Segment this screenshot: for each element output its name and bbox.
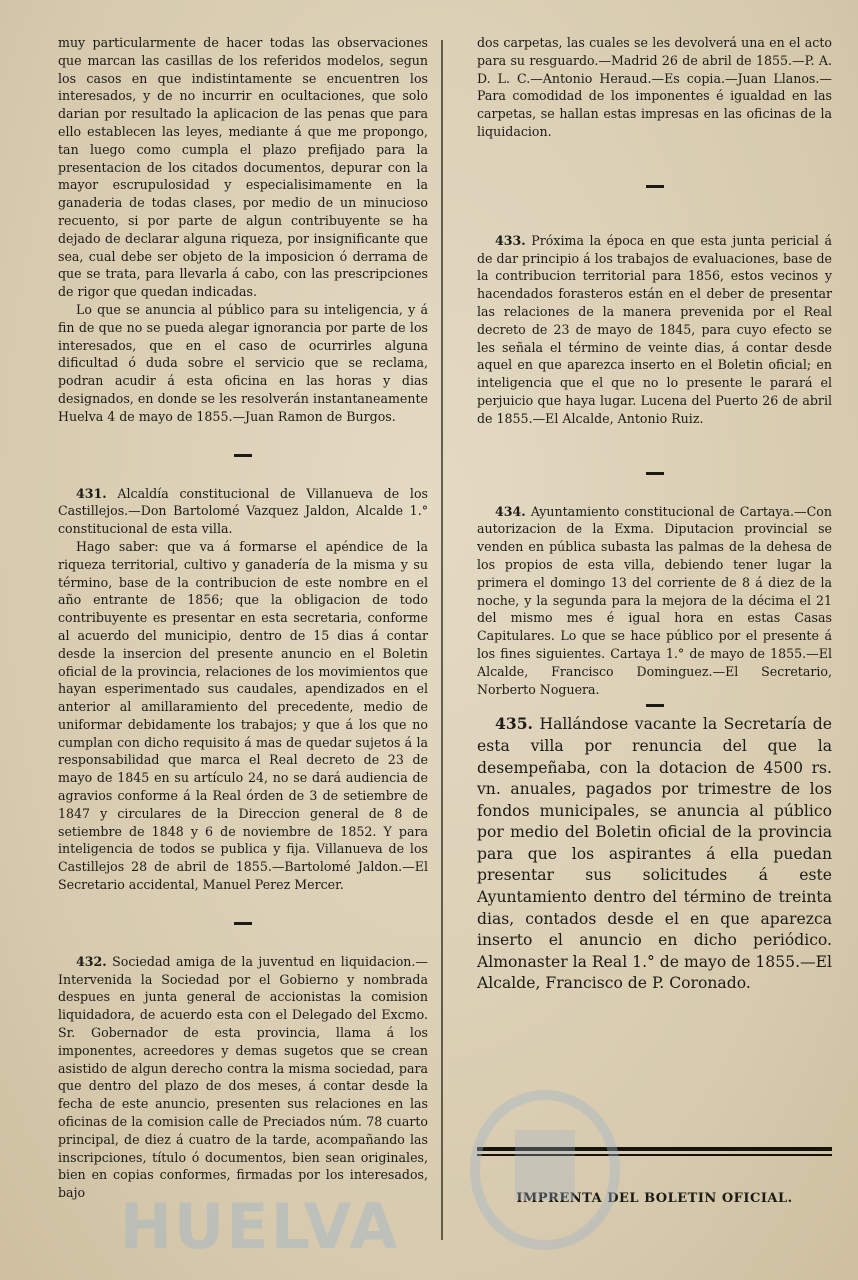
notice-number: 435. — [495, 714, 533, 734]
notice-number: 433. — [495, 232, 526, 248]
separator-dash — [646, 472, 664, 475]
notice-body: Hallándose vacante la Secretaría de esta villa por renuncia del que la desempeñaba, con la dotacion de 4500 rs. vn. anuales, pagados por trimestre de los fondos municipales, se anuncia al público por medio del Boletin oficial de la provincia para que los aspirantes á ella puedan presentar sus solicitudes á este Ayuntamiento dentro del término de treinta dias, contados desde el en que aparezca inserto el anuncio en dicho periódico. Almonaster la Real 1.° de mayo de 1855.—El Alcalde, Francisco de P. Coronado. — [477, 715, 832, 993]
continued-notice: muy particularmente de hacer todas las observaciones que marcan las casillas de los referidos modelos, segun los casos en que indistintamente se encuentren los interesados, y de no incurrir en ocultaciones, que solo darian por resultado la aplicacion de las penas que para ello establecen las leyes, mediante á que me propongo, tan luego como cumpla el plazo prefijado para la presentacion de los citados documentos, depurar con la mayor escrupulosidad y especialisimamente en la ganaderia de todas clases, por medio de un minucioso recuento, si por parte de algun contribuyente se ha dejado de declarar alguna riqueza, por insignificante que sea, cual debe ser objeto de la imposicion ó derrama de que se trata, para llevarla á cabo, con las prescripciones de rigor que quedan indicadas. — [58, 35, 428, 300]
notice-heading: Alcaldía constitucional de Villanueva de los Castillejos.—Don Bartolomé Vazquez Jaldon, Alcalde 1.° constitucional de esta villa. — [58, 485, 428, 537]
notice-number: 432. — [76, 953, 107, 969]
notice-434 — [477, 503, 832, 699]
column-divider — [441, 40, 443, 1240]
notice-435 — [477, 713, 832, 995]
separator-dash — [234, 454, 252, 457]
printer-imprint: IMPRENTA DEL BOLETIN OFICIAL. — [516, 1190, 793, 1206]
continued-notice-closing: Lo que se anuncia al público para su inteligencia, y á fin de que no se pueda alegar ignorancia por parte de los interesados, que en el caso de ocurrirles alguna dificultad ó duda sobre el servicio que se reclama, podran acudir á esta oficina en las horas y dias designados, en donde se les resolverán instantaneamente Huelva 4 de mayo de 1855.—Juan Ramon de Burgos. — [58, 301, 428, 424]
left-column — [58, 34, 428, 1202]
separator-dash — [646, 704, 664, 707]
notice-body: Ayuntamiento constitucional de Cartaya.—Con autorizacion de la Exma. Diputacion provincial se venden en pública subasta las palmas de la dehesa de los propios de esta villa, debiendo tener lugar la primera el domingo 13 del corriente de 8 á diez de la noche, y la segunda para la mejora de la décima el 21 del mismo mes é igual hora en estas Casas Capitulares. Lo que se hace público por el presente á los fines siguientes. Cartaya 1.° de mayo de 1855.—El Alcalde, Francisco Dominguez.—El Secretario, Norberto Noguera. — [477, 503, 832, 697]
notice-body: Próxima la época en que esta junta pericial á de dar principio á los trabajos de evaluaciones, base de la contribucion territorial para 1856, estos vecinos y hacendados forasteros están en el deber de presentar las relaciones de la manera prevenida por el Real decreto de 23 de mayo de 1845, para cuyo efecto se les señala el término de veinte dias, á contar desde aquel en que aparezca inserto en el Boletin oficial; en inteligencia que el que no lo presente le parará el perjuicio que haya lugar. Lucena del Puerto 26 de abril de 1855.—El Alcalde, Antonio Ruiz. — [477, 232, 832, 426]
notice-432 — [58, 953, 428, 1202]
notice-433 — [477, 232, 832, 428]
archive-watermark-seal-icon — [455, 1090, 815, 1250]
separator-dash — [234, 922, 252, 925]
notice-431 — [58, 485, 428, 538]
continued-notice: dos carpetas, las cuales se les devolverá una en el acto para su resguardo.—Madrid 26 de abril de 1855.—P. A. D. L. C.—Antonio Heraud.—Es copia.—Juan Llanos.—Para comodidad de los imponentes é igualdad en las carpetas, se hallan estas impresas en las oficinas de la liquidacion. — [477, 35, 832, 139]
separator-dash — [646, 185, 664, 188]
notice-number: 431. — [76, 485, 107, 501]
watermark-text: HUELVA — [120, 1190, 400, 1263]
right-column — [477, 34, 832, 1207]
notice-body: Sociedad amiga de la juventud en liquidacion.—Intervenida la Sociedad por el Gobierno y nombrada despues en junta general de accionistas la comision liquidadora, de acuerdo esta con el Delegado del Excmo. Sr. Gobernador de esta provincia, llama á los imponentes, acreedores y demas sugetos que se crean asistido de algun derecho contra la misma sociedad, para que dentro del plazo de dos meses, á contar desde la fecha de este anuncio, presenten sus relaciones en las oficinas de la comision calle de Preciados núm. 78 cuarto principal, de diez á cuatro de la tarde, acompañando las inscripciones, título ó documentos, bien sean originales, bien en copias conformes, firmadas por los interesados, bajo — [58, 953, 428, 1201]
notice-number: 434. — [495, 503, 526, 519]
notice-431-body: Hago saber: que va á formarse el apéndice de la riqueza territorial, cultivo y ganadería de la misma y su término, base de la contribucion de este nombre en el año entrante de 1856; que la obligacion de todo contribuyente es presentar en esta secretaria, conforme al acuerdo del municipio, dentro de 15 dias á contar desde la insercion del presente anuncio en el Boletin oficial de la provincia, relaciones de los movimientos que hayan esperimentado sus caudales, apendizados en el anterior al amillaramiento del precedente, medio de uniformar debidamente los trabajos; y que á los que no cumplan con dicho requisito á mas de quedar sujetos á la responsabilidad que marca el Real decreto de 23 de mayo de 1845 en su artículo 24, no se dará audiencia de agravios conforme á la Real órden de 3 de setiembre de 1847 y circulares de la Direccion general de 8 de setiembre de 1848 y 6 de noviembre de 1852. Y para inteligencia de todos se publica y fija. Villanueva de los Castillejos 28 de abril de 1855.—Bartolomé Jaldon.—El Secretario accidental, Manuel Perez Mercer. — [58, 538, 428, 893]
